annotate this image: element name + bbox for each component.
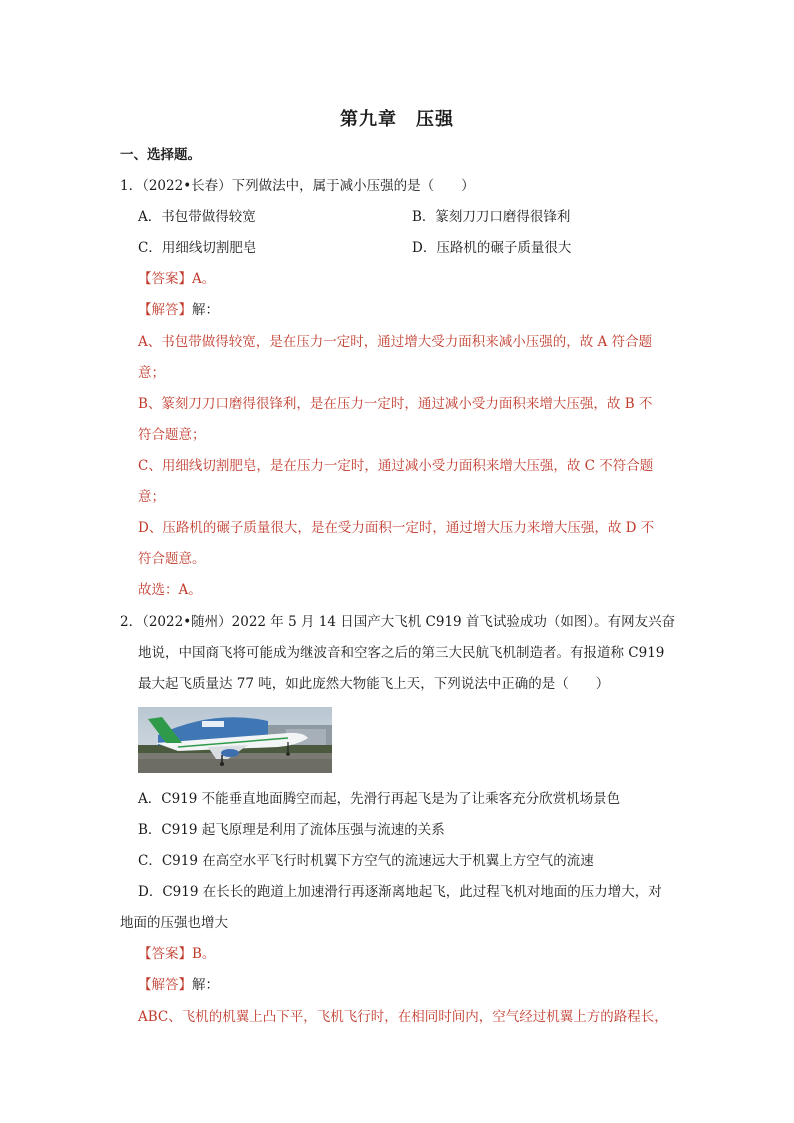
q1-stem: 1．（2022•长春）下列做法中，属于减小压强的是（ ） (120, 178, 475, 194)
q2-answer-value: B。 (192, 946, 216, 962)
q1-analysis-suffix: 解： (192, 302, 219, 318)
q1-analysis-line: A、书包带做得较宽，是在压力一定时，通过增大受力面积来减小压强的，故 A 符合题 (138, 334, 653, 350)
q1-option-b: B．篆刻刀刀口磨得很锋利 (412, 209, 571, 225)
q1-option-d: D．压路机的碾子质量很大 (412, 240, 572, 256)
q1-option-c: C．用细线切割肥皂 (138, 240, 257, 256)
q2-analysis-label: 【解答】 (138, 977, 192, 993)
q1-analysis-label: 【解答】 (138, 302, 192, 318)
q2-analysis-suffix: 解： (192, 977, 219, 993)
q2-analysis-line: ABC、飞机的机翼上凸下平，飞机飞行时，在相同时间内，空气经过机翼上方的路程长， (138, 1009, 668, 1025)
c919-airplane-photo (138, 707, 332, 773)
airplane-illustration (138, 707, 332, 773)
q1-conclusion: 故选：A。 (138, 582, 202, 598)
q1-analysis-line: 符合题意； (138, 427, 206, 443)
q1-option-a: A．书包带做得较宽 (138, 209, 256, 225)
q2-option-d: D．C919 在长长的跑道上加速滑行再逐渐离地起飞，此过程飞机对地面的压力增大，对 (138, 884, 662, 900)
q1-answer (138, 269, 215, 289)
page-title: 第九章 压强 (340, 109, 454, 130)
section-heading: 一、选择题。 (120, 147, 201, 163)
q1-answer-label: 【答案】 (138, 271, 192, 287)
q2-stem-line: 地说，中国商飞将可能成为继波音和空客之后的第三大民航飞机制造者。有报道称 C919 (138, 645, 665, 661)
q1-analysis-line: B、篆刻刀刀口磨得很锋利，是在压力一定时，通过减小受力面积来增大压强，故 B 不 (138, 396, 653, 412)
q1-analysis-line: 符合题意。 (138, 551, 206, 567)
q2-option-a: A．C919 不能垂直地面腾空而起，先滑行再起飞是为了让乘客充分欣赏机场景色 (138, 791, 621, 807)
q1-analysis-line: C、用细线切割肥皂，是在压力一定时，通过减小受力面积来增大压强，故 C 不符合题 (138, 458, 654, 474)
q2-analysis-heading (138, 975, 219, 995)
q2-option-b: B．C919 起飞原理是利用了流体压强与流速的关系 (138, 822, 445, 838)
q1-analysis-heading (138, 300, 219, 320)
q2-answer-label: 【答案】 (138, 946, 192, 962)
q1-analysis-line: 意； (138, 489, 165, 505)
q1-analysis-line: D、压路机的碾子质量很大，是在受力面积一定时，通过增大压力来增大压强，故 D 不 (138, 520, 655, 536)
q1-analysis-line: 意； (138, 365, 165, 381)
q2-stem-line: 2．（2022•随州）2022 年 5 月 14 日国产大飞机 C919 首飞试验成功（如图）。有网友兴奋 (120, 614, 676, 630)
q2-stem-line: 最大起飞质量达 77 吨，如此庞然大物能飞上天，下列说法中正确的是（ ） (138, 676, 610, 692)
q2-option-c: C．C919 在高空水平飞行时机翼下方空气的流速远大于机翼上方空气的流速 (138, 853, 594, 869)
q2-answer (138, 944, 215, 964)
q2-option-d-cont: 地面的压强也增大 (120, 915, 228, 931)
q1-answer-value: A。 (192, 271, 216, 287)
